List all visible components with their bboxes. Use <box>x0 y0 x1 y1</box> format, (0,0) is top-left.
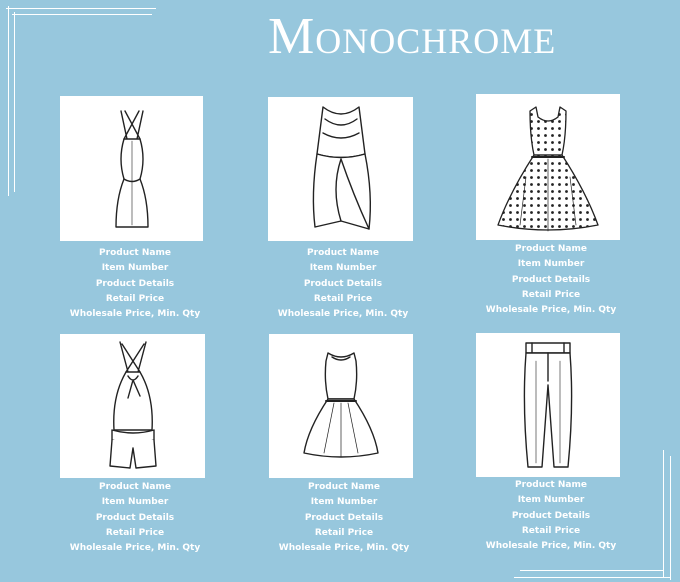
product-name: Product Name <box>307 248 379 258</box>
wholesale-price: Wholesale Price, Min. Qty <box>69 543 201 554</box>
item-number: Item Number <box>101 497 169 508</box>
product-info <box>40 480 230 556</box>
polka-dot-dress-icon <box>486 97 610 237</box>
retail-price: Retail Price <box>521 289 581 300</box>
product-info <box>456 242 646 318</box>
retail-price: Retail Price <box>314 527 374 538</box>
item-number: Item Number <box>517 495 585 506</box>
product-name: Product Name <box>308 482 380 492</box>
product-image <box>476 333 620 477</box>
wholesale-price: Wholesale Price, Min. Qty <box>69 309 201 320</box>
wholesale-price: Wholesale Price, Min. Qty <box>485 305 617 316</box>
product-details: Product Details <box>511 274 591 285</box>
product-image <box>268 97 413 241</box>
romper-icon <box>78 336 188 476</box>
item-number: Item Number <box>309 263 377 274</box>
product-details: Product Details <box>303 278 383 289</box>
product-image <box>476 94 620 240</box>
product-info <box>248 246 438 322</box>
product-details: Product Details <box>304 512 384 523</box>
page-title: Monochrome <box>268 8 557 65</box>
retail-price: Retail Price <box>105 293 165 304</box>
wholesale-price: Wholesale Price, Min. Qty <box>485 541 617 552</box>
product-name: Product Name <box>515 480 587 490</box>
item-number: Item Number <box>310 497 378 508</box>
product-info <box>249 480 439 556</box>
product-info <box>456 478 646 554</box>
product-details: Product Details <box>95 278 175 289</box>
product-image <box>60 334 205 478</box>
product-image <box>60 96 203 241</box>
item-number: Item Number <box>101 263 169 274</box>
wholesale-price: Wholesale Price, Min. Qty <box>277 309 409 320</box>
product-image <box>269 334 413 478</box>
retail-price: Retail Price <box>313 293 373 304</box>
product-name: Product Name <box>99 248 171 258</box>
retail-price: Retail Price <box>105 527 165 538</box>
product-name: Product Name <box>99 482 171 492</box>
wholesale-price: Wholesale Price, Min. Qty <box>278 543 410 554</box>
product-info <box>40 246 230 322</box>
product-details: Product Details <box>511 510 591 521</box>
bodycon-dress-icon <box>72 99 192 239</box>
product-details: Product Details <box>95 512 175 523</box>
draped-dress-icon <box>281 99 401 239</box>
skater-dress-icon <box>286 341 396 471</box>
item-number: Item Number <box>517 259 585 270</box>
trousers-icon <box>498 335 598 475</box>
product-name: Product Name <box>515 244 587 254</box>
retail-price: Retail Price <box>521 525 581 536</box>
